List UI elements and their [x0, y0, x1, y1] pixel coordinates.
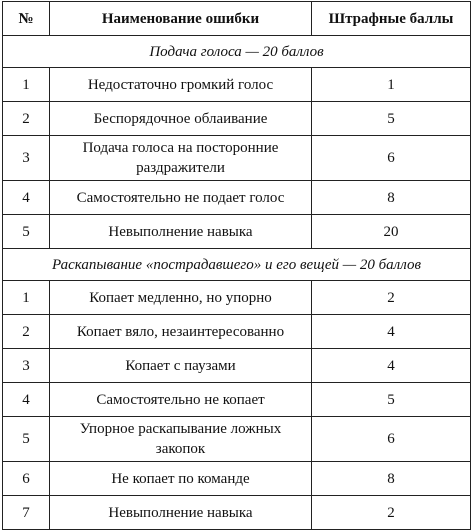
row-name: Самостоятельно не копает	[50, 383, 312, 417]
row-num: 1	[3, 68, 50, 102]
row-score: 5	[312, 102, 471, 136]
row-name: Копает вяло, незаинтересованно	[50, 315, 312, 349]
row-name: Копает с паузами	[50, 349, 312, 383]
table-row	[3, 181, 471, 215]
row-score: 2	[312, 281, 471, 315]
header-name: Наименование ошибки	[50, 2, 312, 36]
row-name: Упорное раскапывание ложных закопок	[50, 417, 312, 462]
table-row	[3, 383, 471, 417]
row-score: 6	[312, 136, 471, 181]
section-title-voice: Подача голоса — 20 баллов	[3, 36, 471, 68]
table-row	[3, 417, 471, 462]
row-name: Недостаточно громкий голос	[50, 68, 312, 102]
row-name: Невыполнение навыка	[50, 496, 312, 530]
section-row	[3, 36, 471, 68]
row-num: 7	[3, 496, 50, 530]
row-name: Беспорядочное облаивание	[50, 102, 312, 136]
row-num: 2	[3, 315, 50, 349]
row-score: 8	[312, 462, 471, 496]
row-score: 20	[312, 215, 471, 249]
row-num: 3	[3, 136, 50, 181]
row-num: 3	[3, 349, 50, 383]
row-name: Подача голоса на посторонние раздражители	[50, 136, 312, 181]
table-row	[3, 136, 471, 181]
row-name: Самостоятельно не подает голос	[50, 181, 312, 215]
row-name: Копает медленно, но упорно	[50, 281, 312, 315]
row-score: 5	[312, 383, 471, 417]
header-score: Штрафные баллы	[312, 2, 471, 36]
row-score: 4	[312, 349, 471, 383]
row-score: 1	[312, 68, 471, 102]
row-num: 5	[3, 215, 50, 249]
row-num: 4	[3, 383, 50, 417]
row-name: Не копает по команде	[50, 462, 312, 496]
row-score: 6	[312, 417, 471, 462]
table-row	[3, 215, 471, 249]
section-title-digging: Раскапывание «пострадавшего» и его вещей — 20 баллов	[3, 249, 471, 281]
table-row	[3, 102, 471, 136]
row-score: 8	[312, 181, 471, 215]
row-name: Невыполнение навыка	[50, 215, 312, 249]
row-num: 4	[3, 181, 50, 215]
row-num: 6	[3, 462, 50, 496]
row-num: 2	[3, 102, 50, 136]
section-row	[3, 249, 471, 281]
table-row	[3, 315, 471, 349]
penalty-table	[2, 1, 471, 530]
row-score: 2	[312, 496, 471, 530]
row-num: 5	[3, 417, 50, 462]
table-row	[3, 349, 471, 383]
table-row	[3, 496, 471, 530]
header-row	[3, 2, 471, 36]
row-score: 4	[312, 315, 471, 349]
table-row	[3, 281, 471, 315]
table-row	[3, 462, 471, 496]
row-num: 1	[3, 281, 50, 315]
header-num: №	[3, 2, 50, 36]
table-row	[3, 68, 471, 102]
